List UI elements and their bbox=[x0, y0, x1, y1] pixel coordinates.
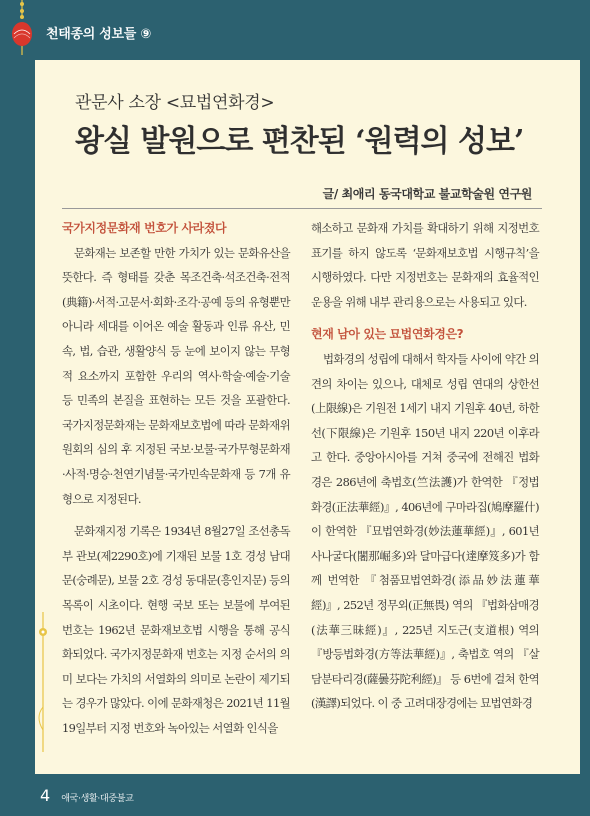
article-subtitle: 관문사 소장 <묘법연화경> bbox=[75, 93, 275, 113]
left-paragraph-1: 문화재는 보존할 만한 가치가 있는 문화유산을 뜻한다. 즉 형태를 갖춘 목조건축·석조건축·전적(典籍)·서적·고문서·회화·조각·공예 등의 유형뿐만 아니라 세대를 이어온 예술 활동과 인류 유산, 민속, 법, 습관, 생활양식 등 눈에 보이지 않는 무형적 요소까지 포함한 우리의 역사·학술·예술·기술 등 민족의 본질을 표현하는 모든 것을 포괄한다. 국가지정문화재는 문화재보호법에 따라 문화재위원회의 심의 후 지정된 국보·보물·국가무형문화재·사적·명승·천연기념물·국가민속문화재 등 7개 유형으로 지정된다. bbox=[62, 245, 290, 506]
series-title: 천태종의 성보들 ⑨ bbox=[46, 27, 151, 42]
right-paragraph-2: 법화경의 성립에 대해서 학자들 사이에 약간 의견의 차이는 있으나, 대체로 성립 연대의 상한선(上限線)은 기원전 1세기 내지 기원후 40년, 하한선(下限線)은 기원후 150년 내지 220년 이후라고 한다. 중앙아시아를 거쳐 중국에 전해진 법화경은 286년에 축법호(竺法護)가 한역한 『정법화경(正法華經)』, 406년에 구마라집(鳩摩羅什)이 한역한 『묘법연화경(妙法蓮華經)』, 601년 사나굴다(闍那崛多)와 달마급다(達摩笈多)가 함께 번역한 『첨품묘법연화경(添品妙法蓮華經)』, 252년 정무외(正無畏) 역의 『법화삼매경(法華三昧經)』, 225년 지도근(支道根) 역의 『방등법화경(方等法華經)』, 축법호 역의 『살담분타리경(薩曇芬陀利經)』 등 6번에 걸쳐 한역(漢譯)되었다. 이 중 고려대장경에는 묘법연화경 bbox=[311, 351, 539, 711]
lantern-ornament-icon bbox=[0, 0, 48, 60]
page-footer bbox=[40, 786, 134, 805]
section-heading-2: 현재 남아 있는 묘법연화경은? bbox=[311, 327, 464, 342]
right-column bbox=[311, 216, 539, 716]
magazine-name: 애국·생활·대중불교 bbox=[61, 794, 134, 804]
flower-ornament-icon bbox=[35, 612, 65, 752]
left-column bbox=[62, 216, 290, 740]
title-divider bbox=[62, 208, 542, 209]
left-frame-band bbox=[0, 0, 35, 816]
page-number: 4 bbox=[40, 786, 51, 805]
article-title: 왕실 발원으로 편찬된 ‘원력의 성보’ bbox=[75, 124, 524, 159]
right-paragraph-1: 해소하고 문화재 가치를 확대하기 위해 지정번호 표기를 하지 않도록 ‘문화재보호법 시행규칙’을 시행하였다. 다만 지정번호는 문화재의 효율적인 운용을 위해 내부 관리용으로는 사용되고 있다. bbox=[311, 221, 539, 309]
article-byline: 글/ 최애리 동국대학교 불교학술원 연구원 bbox=[322, 187, 532, 201]
section-heading-1: 국가지정문화재 번호가 사라졌다 bbox=[62, 221, 227, 235]
left-paragraph-2: 문화재지정 기록은 1934년 8월27일 조선총독부 관보(제2290호)에 기재된 보물 1호 경성 남대문(숭례문), 보물 2호 경성 동대문(흥인지문) 등의 목록이 시초이다. 현행 국보 또는 보물에 부여된 번호는 1962년 문화재보호법 시행을 통해 공식화되었다. 국가지정문화재 번호는 지정 순서의 의미 보다는 가치의 서열화의 의미로 논란이 제기되는 경우가 많았다. 이에 문화재청은 2021년 11월19일부터 지정 번호와 녹아있는 서열화 인식을 bbox=[62, 524, 290, 735]
right-frame-band bbox=[580, 0, 590, 816]
